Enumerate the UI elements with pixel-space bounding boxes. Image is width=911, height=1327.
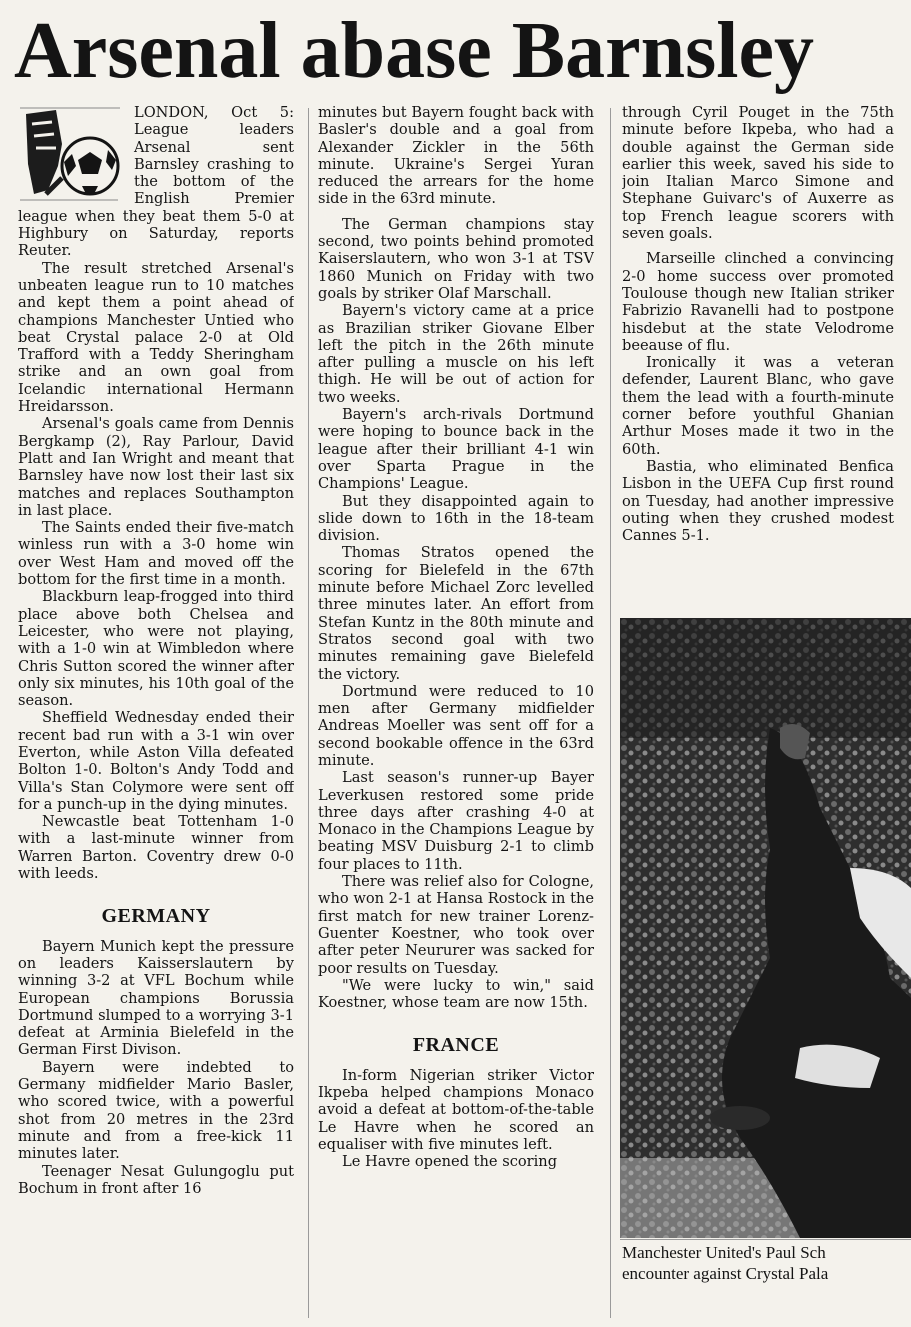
paragraph: Le Havre opened the scoring <box>342 1153 558 1171</box>
paragraph: Bayern Munich kept the pressure on leaders Kaisserslautern by winning 3-2 at VFL Bochum while European champions Borussia Dortmund slumped to a worrying 3-1 defeat at Arminia Bielefeld in the German First Divison. <box>18 937 294 1059</box>
paragraph: through Cyril Pouget in the 75th minute before Ikpeba, who had a double against the German side earlier this week, saved his side to join Italian Marco Simone and Stephane Guivarc's of Auxerre as top French league scorers with seven goals. <box>622 104 894 243</box>
paragraph: Sheffield Wednesday ended their recent bad run with a 3-1 win over Everton, while Aston Villa defeated Bolton 1-0. Bolton's Andy Todd and Villa's Stan Colymore were sent off for a punch-up in the dying minutes. <box>18 709 294 813</box>
paragraph: Bayern's arch-rivals Dortmund were hoping to bounce back in the league after their brilliant 4-1 win over Sparta Prague in the Champions' League. <box>318 406 594 493</box>
paragraph: Thomas Stratos opened the scoring for Bielefeld in the 67th minute before Michael Zorc levelled three minutes later. An effort from Stefan Kuntz in the 80th minute and Stratos second goal with two minutes remaining gave Bielefeld the victory. <box>318 544 594 683</box>
article-column-1 <box>18 104 294 1314</box>
paragraph: But they disappointed again to slide down to 16th in the 18-team division. <box>318 492 594 545</box>
paragraph: Blackburn leap-frogged into third place above both Chelsea and Leicester, who were not playing, with a 1-0 win at Wimbledon where Chris Sutton scored the winner after only six minutes, his 10th goal of the season. <box>18 588 294 710</box>
photo-bottom-rule <box>620 1239 911 1240</box>
column-rule-1 <box>308 108 309 1318</box>
paragraph: Dortmund were reduced to 10 men after Germany midfielder Andreas Moeller was sent off for a second bookable offence in the 63rd minute. <box>318 682 594 769</box>
article-column-3 <box>622 104 894 604</box>
paragraph: Marseille clinched a convincing 2-0 home success over promoted Toulouse though new Italian striker Fabrizio Ravanelli had to postpone hisdebut at the state Velodrome beeause of flu. <box>622 250 894 354</box>
caption-line: encounter against Crystal Pala <box>622 1264 829 1283</box>
paragraph: Bayern's victory came at a price as Brazilian striker Giovane Elber left the pitch in the 26th minute after pulling a muscle on his left thigh. He will be out of action for two weeks. <box>318 302 594 406</box>
football-boot-and-ball-icon <box>18 104 122 202</box>
paragraph: There was relief also for Cologne, who won 2-1 at Hansa Rostock in the first match for new trainer Lorenz-Guenter Koestner, who took over after peter Neururer was sacked for poor results on Tuesday. <box>318 873 594 977</box>
football-player-photo <box>620 618 911 1238</box>
paragraph: Ironically it was a veteran defender, Laurent Blanc, who gave them the lead with a fourth-minute corner before youthful Ghanian Arthur Moses made it two in the 60th. <box>622 354 894 458</box>
paragraph: Bayern were indebted to Germany midfielder Mario Basler, who scored twice, with a powerful shot from 20 metres in the 23rd minute and from a free-kick 11 minutes later. <box>18 1058 294 1163</box>
section-heading-germany: GERMANY <box>101 905 211 928</box>
paragraph: The Saints ended their five-match winless run with a 3-0 home win over West Ham and moved off the bottom for the first time in a month. <box>18 519 294 589</box>
column-rule-2 <box>610 108 611 1318</box>
paragraph: The result stretched Arsenal's unbeaten league run to 10 matches and kept them a point ahead of champions Manchester Untied who beat Crystal palace 2-0 at Old Trafford with a Teddy Sheringham strike and an own goal from Icelandic international Hermann Hreidarsson. <box>18 259 294 416</box>
article-column-2 <box>318 104 594 1314</box>
paragraph: minutes but Bayern fought back with Basler's double and a goal from Alexander Zickler in the 56th minute. Ukraine's Sergei Yuran reduced the arrears for the home side in the 63rd minute. <box>318 104 594 208</box>
paragraph: The German champions stay second, two points behind promoted Kaiserslautern, who won 3-1 at TSV 1860 Munich on Friday with two goals by striker Olaf Marschall. <box>318 215 594 302</box>
paragraph: Arsenal's goals came from Dennis Bergkamp (2), Ray Parlour, David Platt and Ian Wright and meant that Barnsley have now lost their last six matches and replaces Southampton in last place. <box>18 415 294 519</box>
paragraph: Newcastle beat Tottenham 1-0 with a last-minute winner from Warren Barton. Coventry drew 0-0 with leeds. <box>18 813 294 883</box>
paragraph: "We were lucky to win," said Koestner, whose team are now 15th. <box>318 976 594 1012</box>
paragraph: Teenager Nesat Gulungoglu put Bochum in front after 16 <box>18 1162 294 1197</box>
paragraph: LONDON, Oct 5: League leaders Arsenal sent Barnsley crashing to the bottom of the English Premier league when they beat them 5-0 at Highbury on Saturday, reports Reuter. <box>18 104 294 260</box>
section-heading-france: FRANCE <box>412 1034 500 1057</box>
paragraph: Bastia, who eliminated Benfica Lisbon in the UEFA Cup first round on Tuesday, had another impressive outing when they crushed modest Cannes 5-1. <box>622 457 894 545</box>
caption-line: Manchester United's Paul Sch <box>622 1243 826 1262</box>
headline: Arsenal abase Barnsley <box>14 7 814 95</box>
paragraph: Last season's runner-up Bayer Leverkusen restored some pride three days after crashing 4-0 at Monaco in the Champions League by beating MSV Duisburg 2-1 to climb four places to 11th. <box>318 769 594 873</box>
paragraph: In-form Nigerian striker Victor Ikpeba helped champions Monaco avoid a defeat at bottom-of-the-table Le Havre when he scored an equaliser with five minutes left. <box>318 1066 594 1153</box>
photo-caption <box>622 1242 911 1284</box>
